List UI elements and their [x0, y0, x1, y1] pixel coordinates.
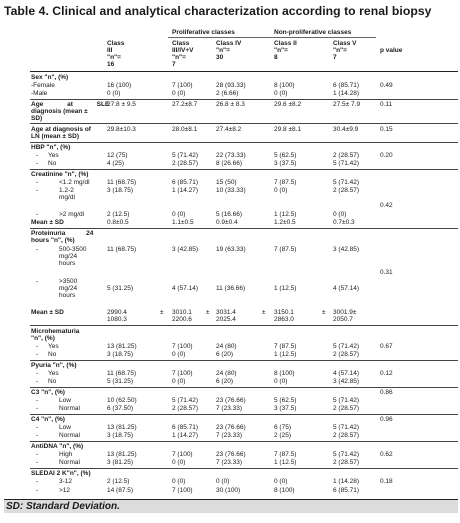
row-divider: [30, 441, 458, 442]
row-divider: [30, 414, 458, 415]
cell-class-ii: 29.6 ±8.2: [274, 101, 302, 108]
table-title: Table 4. Clinical and analytical characterization according to renal biopsy: [4, 4, 432, 18]
col-class-ii-l3: 8: [274, 54, 278, 61]
cell-class-ii: 6 (75): [274, 424, 291, 431]
cell-class-iii-iv-v: 0 (0): [172, 90, 186, 97]
cell-class-iii: 12 (75): [107, 152, 128, 159]
cell-class-v: 3001.9±: [333, 309, 357, 316]
row-sub-label: Yes: [48, 370, 59, 377]
table-footnote: [4, 499, 458, 513]
row-divider: [30, 468, 458, 469]
cell-class-ii-sd: 2863.0: [274, 316, 294, 323]
cell-class-ii: 0 (0): [274, 90, 288, 97]
cell-class-iv: 23 (76.66): [216, 397, 246, 404]
cell-class-iii-iv-v: 7 (100): [172, 370, 193, 377]
cell-class-iii-iv-v: 28.0±8.1: [172, 126, 198, 133]
row-sub-label: Normal: [59, 432, 80, 439]
cell-class-iv: 8 (26.66): [216, 160, 243, 167]
cell-class-iii: 3 (81.25): [107, 459, 134, 466]
row-sub-label: No: [48, 160, 57, 167]
row-sub-label: -Female: [31, 82, 55, 89]
cell-class-iii: 16 (100): [107, 82, 132, 89]
col-class-iv-l2: "n"=: [216, 47, 230, 54]
row-bullet: -: [36, 351, 39, 358]
cell-class-iv: 23 (76.66): [216, 451, 246, 458]
cell-class-iv: 3031.4: [216, 309, 236, 316]
cell-class-iv: 7 (23.33): [216, 405, 243, 412]
cell-class-v: 5 (71.42): [333, 343, 360, 350]
cell-class-iii-iv-v: 0 (0): [172, 351, 186, 358]
row-bullet: -: [36, 246, 39, 253]
cell-class-iii: 0.8±0.5: [107, 219, 129, 226]
cell-class-ii: 2 (25): [274, 432, 291, 439]
plus-minus-sign: ±: [206, 309, 210, 316]
row-label-proteinuria: Proteinuria 24: [31, 230, 94, 237]
row-sub-label: Normal: [59, 405, 80, 412]
cell-class-v: 0 (0): [333, 211, 347, 218]
row-bullet: -: [36, 459, 39, 466]
cell-class-ii: 1 (12.5): [274, 211, 297, 218]
row-sub-label: 3-12: [59, 478, 73, 485]
cell-class-iv: 23 (76.66): [216, 424, 246, 431]
cell-p-value: 0.18: [380, 478, 393, 485]
row-bullet: -: [36, 451, 39, 458]
row-divider: [30, 142, 458, 143]
cell-class-iii: 14 (87.5): [107, 487, 134, 494]
row-sub-label: Normal: [59, 459, 80, 466]
row-bullet: -: [36, 152, 39, 159]
cell-class-v: 6 (85.71): [333, 487, 360, 494]
row-divider: [30, 169, 458, 170]
cell-class-ii: 7 (87.5): [274, 451, 297, 458]
row-bullet: -: [36, 432, 39, 439]
col-p-value: p value: [380, 47, 403, 54]
cell-class-iv: 24 (80): [216, 370, 237, 377]
cell-class-iii: 13 (81.25): [107, 451, 137, 458]
cell-class-ii: 8 (100): [274, 370, 295, 377]
cell-class-iii-iv-v: 7 (100): [172, 343, 193, 350]
cell-class-ii: 29.8 ±8.1: [274, 126, 302, 133]
cell-class-ii: 7 (87.5): [274, 179, 297, 186]
row-sub-label-l3: hours: [59, 260, 76, 267]
row-bullet: -: [36, 405, 39, 412]
cell-p-value: 0.31: [380, 269, 393, 276]
row-divider: [30, 325, 458, 326]
row-sub-label-l3: hours: [59, 292, 76, 299]
cell-class-v: 1 (14.28): [333, 90, 360, 97]
cell-class-iii-iv-v: 7 (100): [172, 451, 193, 458]
cell-class-ii: 5 (62.5): [274, 152, 297, 159]
col-class-iii-l4: 16: [107, 61, 115, 68]
row-label-age-sle: Age at SLE: [31, 101, 110, 108]
col-class-iii-iv-v-l4: 7: [172, 61, 176, 68]
cell-p-value: 0.62: [380, 451, 393, 458]
cell-class-iii-iv-v: 1 (14.27): [172, 187, 199, 194]
cell-class-ii: 0 (0): [274, 187, 288, 194]
row-bullet: -: [36, 343, 39, 350]
col-class-iii-l2: III: [107, 47, 113, 54]
cell-class-iv: 7 (23.33): [216, 432, 243, 439]
col-class-iv-l3: 30: [216, 54, 224, 61]
cell-class-iii-iv-v: 6 (85.71): [172, 424, 199, 431]
cell-class-iv: 0 (0): [216, 478, 230, 485]
col-class-iii-iv-v-l3: "n"=: [172, 54, 186, 61]
cell-class-ii: 1 (12.5): [274, 351, 297, 358]
row-label-microhematuria: Microhematuria: [31, 328, 80, 335]
cell-class-ii: 0 (0): [274, 378, 288, 385]
cell-class-v-sd: 2050.7: [333, 316, 353, 323]
cell-p-value: 0.96: [380, 416, 393, 423]
row-bullet: -: [36, 179, 39, 186]
cell-class-ii: 3 (37.5): [274, 160, 297, 167]
cell-class-iii-iv-v: 3 (42.85): [172, 246, 199, 253]
cell-class-iii: 3 (18.75): [107, 187, 134, 194]
cell-class-iv: 6 (20): [216, 378, 233, 385]
cell-class-iii: 6 (37.50): [107, 405, 134, 412]
row-sub-label: 1.2-2: [59, 187, 74, 194]
row-sub-label: No: [48, 351, 57, 358]
cell-class-iv: 2 (6.66): [216, 90, 239, 97]
cell-class-iii: 2 (12.5): [107, 211, 130, 218]
cell-class-iv: 24 (80): [216, 343, 237, 350]
col-class-iv-l1: Class IV: [216, 40, 242, 47]
cell-class-iii: 3 (18.75): [107, 432, 134, 439]
cell-class-v: 30.4±9.9: [333, 126, 359, 133]
cell-class-iv: 28 (93.33): [216, 82, 246, 89]
row-bullet: -: [36, 187, 39, 194]
row-sub-label-l2: mg/dl: [59, 194, 75, 201]
row-sub-label: Yes: [48, 343, 59, 350]
cell-class-iv: 22 (73.33): [216, 152, 246, 159]
cell-class-iii-iv-v: 7 (100): [172, 82, 193, 89]
row-label-sledai: SLEDAI 2 K"n", (%): [31, 470, 91, 477]
group-header-non-proliferative: Non-proliferative classes: [274, 29, 352, 36]
cell-class-v: 4 (57.14): [333, 285, 360, 292]
row-sub-label: High: [59, 451, 73, 458]
cell-class-v: 5 (71.42): [333, 397, 360, 404]
cell-class-iii: 29.8±10.3: [107, 126, 136, 133]
cell-class-iii: 0 (0): [107, 90, 121, 97]
row-bullet: -: [36, 160, 39, 167]
cell-class-iii-iv-v: 3010.1: [172, 309, 192, 316]
cell-class-iii: 13 (81.25): [107, 424, 137, 431]
col-class-ii-l2: "n"=: [274, 47, 288, 54]
cell-class-iii: 4 (25): [107, 160, 124, 167]
group-underline-proliferative: [168, 37, 272, 38]
cell-p-value: 0.12: [380, 370, 393, 377]
cell-class-iii-iv-v-sd: 2200.6: [172, 316, 192, 323]
cell-class-iv: 10 (33.33): [216, 187, 246, 194]
cell-class-iii: 11 (68.75): [107, 246, 137, 253]
row-bullet: -: [36, 378, 39, 385]
row-sub-label: >12: [59, 487, 71, 494]
col-class-v-l3: 7: [333, 54, 337, 61]
cell-class-v: 2 (28.57): [333, 405, 360, 412]
cell-class-v: 1 (14.28): [333, 478, 360, 485]
cell-p-value: 0.11: [380, 101, 393, 108]
row-sub-label-l2: mg/24: [59, 253, 78, 260]
cell-class-iv: 7 (23.33): [216, 459, 243, 466]
cell-class-ii: 1 (12.5): [274, 285, 297, 292]
cell-class-iv: 6 (20): [216, 351, 233, 358]
row-label-c3: C3 "n", (%): [31, 389, 65, 396]
plus-minus-sign: ±: [322, 309, 326, 316]
col-class-ii-l1: Class II: [274, 40, 297, 47]
cell-class-ii: 3150.1: [274, 309, 294, 316]
row-sub-label: No: [48, 378, 57, 385]
cell-class-iii-iv-v: 5 (71.42): [172, 152, 199, 159]
row-sub-label: 500-3500: [59, 246, 87, 253]
cell-class-iii: 3 (18.75): [107, 351, 134, 358]
row-sub-label-l2: mg/24: [59, 285, 78, 292]
footnote-text: SD: Standard Deviation.: [6, 501, 120, 512]
col-class-iii-l1: Class: [107, 40, 125, 47]
cell-class-iv: 0.9±0.4: [216, 219, 238, 226]
cell-class-iii-iv-v: 0 (0): [172, 378, 186, 385]
cell-class-v: 5 (71.42): [333, 424, 360, 431]
cell-p-value: 0.15: [380, 126, 393, 133]
cell-class-v: 5 (71.42): [333, 179, 360, 186]
row-bullet: -: [36, 478, 39, 485]
row-label-hbp: HBP "n", (%): [31, 144, 71, 151]
cell-class-v: 3 (42.85): [333, 378, 360, 385]
cell-class-iv: 26.8 ± 8.3: [216, 101, 245, 108]
row-sub-label: Low: [59, 397, 71, 404]
cell-class-v: 5 (71.42): [333, 160, 360, 167]
cell-class-ii: 3 (37.5): [274, 405, 297, 412]
cell-class-ii: 8 (100): [274, 82, 295, 89]
cell-class-v: 2 (28.57): [333, 187, 360, 194]
cell-class-iii: 5 (31.25): [107, 378, 134, 385]
cell-class-iv-sd: 2025.4: [216, 316, 236, 323]
row-divider: [30, 387, 458, 388]
col-class-v-l1: Class V: [333, 40, 357, 47]
cell-class-iv: 19 (63.33): [216, 246, 246, 253]
cell-class-iii-iv-v: 0 (0): [172, 211, 186, 218]
row-bullet: -: [36, 211, 39, 218]
cell-class-ii: 0 (0): [274, 478, 288, 485]
row-label-sex: Sex "n", (%): [31, 74, 69, 81]
cell-class-iii-sd: 1080.3: [107, 316, 127, 323]
row-divider: [30, 99, 458, 100]
cell-p-value: 0.67: [380, 343, 393, 350]
cell-class-v: 27.5± 7.9: [333, 101, 361, 108]
cell-class-ii: 8 (100): [274, 487, 295, 494]
col-class-v-l2: "n"=: [333, 47, 347, 54]
cell-class-ii: 5 (62.5): [274, 397, 297, 404]
cell-class-iii-iv-v: 1.1±0.5: [172, 219, 194, 226]
row-label-microhematuria-l2: "n", (%): [31, 335, 55, 342]
plus-minus-sign: ±: [262, 309, 266, 316]
col-class-iii-iv-v-l2: III/IV+V: [172, 47, 194, 54]
cell-class-ii: 1 (12.5): [274, 459, 297, 466]
cell-class-ii: 1.2±0.5: [274, 219, 296, 226]
row-label-mean-sd: Mean ± SD: [31, 309, 64, 316]
row-sub-label: Low: [59, 424, 71, 431]
row-label-mean-sd: Mean ± SD: [31, 219, 64, 226]
row-label-proteinuria-l2: hours "n", (%): [31, 237, 75, 244]
cell-class-iii: 10 (62.50): [107, 397, 137, 404]
cell-class-iii-iv-v: 6 (85.71): [172, 179, 199, 186]
cell-p-value: 0.49: [380, 82, 393, 89]
row-bullet: -: [36, 424, 39, 431]
cell-p-value: 0.42: [380, 202, 393, 209]
cell-class-iii-iv-v: 4 (57.14): [172, 285, 199, 292]
cell-p-value: 0.86: [380, 389, 393, 396]
cell-p-value: 0.20: [380, 152, 393, 159]
cell-class-iv: 15 (50): [216, 179, 237, 186]
cell-class-iv: 27.4±8.2: [216, 126, 242, 133]
group-header-proliferative: Proliferative classes: [172, 29, 235, 36]
col-class-iii-iv-v-l1: Class: [172, 40, 190, 47]
group-underline-non-proliferative: [272, 37, 376, 38]
cell-class-iii: 11 (68.75): [107, 370, 137, 377]
row-sub-label: Yes: [48, 152, 59, 159]
cell-class-v: 5 (71.42): [333, 451, 360, 458]
cell-class-iii: 2 (12.5): [107, 478, 130, 485]
cell-class-iii-iv-v: 27.2±8.7: [172, 101, 198, 108]
cell-class-v: 2 (28.57): [333, 351, 360, 358]
row-divider: [30, 123, 458, 124]
cell-class-v: 4 (57.14): [333, 370, 360, 377]
cell-class-v: 2 (28.57): [333, 459, 360, 466]
cell-class-iii: 27.8 ± 9.5: [107, 101, 136, 108]
cell-class-iv: 30 (100): [216, 487, 241, 494]
cell-class-iii: 2990.4: [107, 309, 127, 316]
col-class-iii-l3: "n"=: [107, 54, 121, 61]
row-label-age-ln-l2: LN (mean ± SD): [31, 133, 79, 140]
cell-class-v: 0.7±0.3: [333, 219, 355, 226]
cell-class-iii-iv-v: 2 (28.57): [172, 160, 199, 167]
cell-class-iii: 11 (68.75): [107, 179, 137, 186]
cell-class-v: 2 (28.57): [333, 432, 360, 439]
row-sub-label: -Male: [31, 90, 48, 97]
cell-class-v: 2 (28.57): [333, 152, 360, 159]
row-label-pyuria: Pyuria "n", (%): [31, 362, 77, 369]
cell-class-iii: 5 (31.25): [107, 285, 134, 292]
cell-class-v: 3 (42.85): [333, 246, 360, 253]
row-sub-label: >3500: [59, 278, 78, 285]
row-bullet: -: [36, 397, 39, 404]
row-sub-label: >2 mg/dl: [59, 211, 85, 218]
row-label-creatinine: Creatinine "n", (%): [31, 171, 89, 178]
cell-class-iii: 13 (81.25): [107, 343, 137, 350]
cell-class-iii-iv-v: 0 (0): [172, 478, 186, 485]
cell-class-iii-iv-v: 1 (14.27): [172, 432, 199, 439]
cell-class-ii: 7 (87.5): [274, 246, 297, 253]
cell-class-iv: 11 (36.66): [216, 285, 246, 292]
row-label-age-sle-l2: diagnosis (mean ±: [31, 108, 88, 115]
cell-class-v: 6 (85.71): [333, 82, 360, 89]
row-divider: [30, 228, 458, 229]
row-bullet: -: [36, 487, 39, 494]
cell-class-iii-iv-v: 2 (28.57): [172, 405, 199, 412]
row-label-c4: C4 "n", (%): [31, 416, 65, 423]
row-label-age-sle-l3: SD): [31, 115, 43, 122]
plus-minus-sign: ±: [160, 309, 164, 316]
row-label-antidna: AntiDNA "n", (%): [31, 443, 84, 450]
row-sub-label: <1.2 mg/dl: [59, 179, 90, 186]
row-divider: [30, 360, 458, 361]
cell-class-ii: 7 (87.5): [274, 343, 297, 350]
cell-class-iii-iv-v: 5 (71.42): [172, 397, 199, 404]
cell-class-iii-iv-v: 7 (100): [172, 487, 193, 494]
row-bullet: -: [36, 278, 39, 285]
cell-class-iii-iv-v: 0 (0): [172, 459, 186, 466]
header-rule: [30, 71, 458, 72]
row-label-age-ln: Age at diagnosis of: [31, 126, 91, 133]
row-bullet: -: [36, 370, 39, 377]
cell-class-iv: 5 (16.66): [216, 211, 243, 218]
